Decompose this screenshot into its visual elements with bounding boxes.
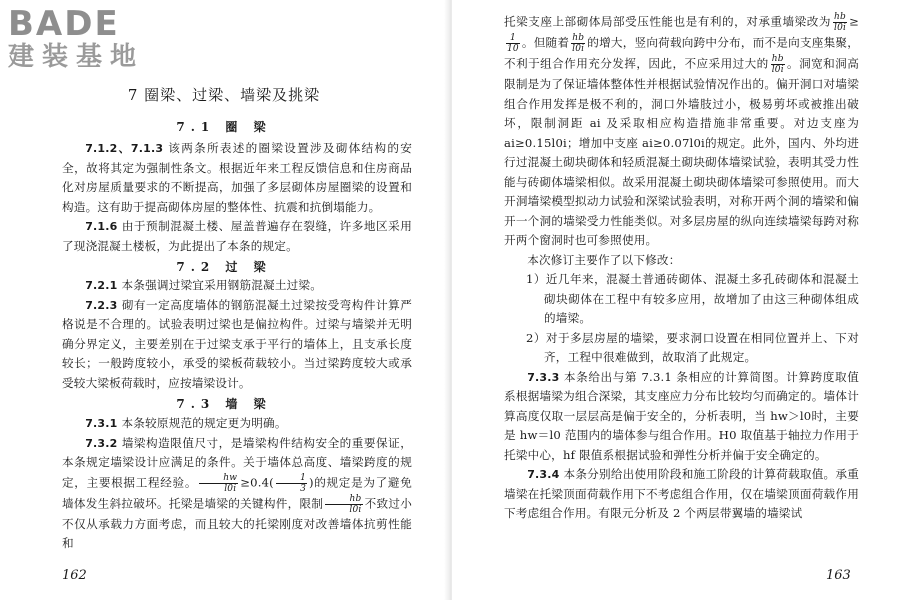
- logo-chinese-text: 建装基地: [8, 42, 145, 72]
- clause-number: 7.1.2、7.1.3: [85, 142, 164, 155]
- clause-text: 由于预制混凝土楼、屋盖普遍存在裂缝，许多地区采用了现浇混凝土楼板，为此提出了本条的规定。: [62, 219, 412, 253]
- page-number-left: 162: [62, 568, 87, 583]
- clause-text: 该两条所表述的圈梁设置涉及砌体结构的安全，故将其定为强制性条文。根据近年来工程反馈信息和住房商品化对房屋质量要求的不断提高，加强了多层砌体房屋圈梁的设置和构造。这有助于提高砌体房屋的整体性、抗震和抗倒塌能力。: [62, 141, 412, 214]
- revision-item-2: 2）对于多层房屋的墙梁，要求洞口设置在相同位置并上、下对齐，工程中很难做到，故取消了此规定。: [526, 330, 859, 364]
- fraction-numerator: 1: [276, 473, 307, 484]
- clause-text: 本条强调过梁宜采用钢筋混凝土过梁。: [121, 278, 323, 292]
- clause-number: 7.3.2: [85, 436, 118, 450]
- page-number-right: 163: [826, 568, 851, 583]
- fraction-numerator: hb: [572, 33, 585, 43]
- chapter-title: 7 圈梁、过梁、墙梁及挑梁: [127, 86, 321, 104]
- section-heading-7-3: 7.3 墙 梁: [176, 397, 272, 411]
- clause-text: 墙梁构造限值尺寸，是墙梁构件结构安全的重要保证，本条规定墙梁设计应满足的条件。关于墙体总高度、墙梁跨度的规定，主要根据工程经验。: [62, 435, 412, 489]
- fraction-denominator: 10: [507, 44, 519, 54]
- clause-text: 不致过小不仅从承载力方面考虑，而且较大的托梁刚度对改善墙体抗剪性能和: [62, 496, 412, 550]
- clause-number: 7.1.6: [85, 220, 118, 233]
- fraction-denominator: l0i: [572, 44, 585, 54]
- revision-item-1: 1）近几年来，混凝土普通砖砌体、混凝土多孔砖砌体和混凝土砌块砌体在工程中有较多应用，故增加了由这三种砌体组成的墙梁。: [526, 272, 859, 325]
- fraction-denominator: 3: [300, 483, 307, 494]
- section-7-3-body: [62, 414, 412, 554]
- section-7-2-body: [62, 276, 412, 393]
- clause-text: 的规定是为了避免墙体发生斜拉破坏。托梁是墙梁的关键构件，限制: [62, 475, 413, 510]
- fraction-one-tenth: [506, 33, 520, 54]
- clause-7-1-6: [62, 217, 412, 256]
- revision-intro: 本次修订主要作了以下修改：: [527, 252, 681, 267]
- fraction-numerator: hw: [199, 473, 238, 484]
- section-7-1-body: [62, 139, 412, 256]
- fraction-denominator: l0i: [771, 65, 784, 75]
- fraction-denominator: l0i: [349, 504, 362, 515]
- clause-7-3-2: 7.3.2 墙梁构造限值尺寸，是墙梁构件结构安全的重要保证，本条规定墙梁设计应满足的条件。关于墙体总高度、墙梁跨度的规定，主要根据工程经验。 $\frac{hw}{l0i}$ ≥0.4( $\frac{1}{3}$ )的规定是为了避免墙体发生斜拉破坏。托梁是墙梁的关键构件，限制 $\frac{hb}{l0i}$ 不致过小不仅从承载力方面考虑，而且较大的托梁刚度对改善墙体抗剪性能和: [62, 435, 413, 550]
- fraction-hb-over-l0i: [833, 12, 847, 33]
- clause-7-3-3: [504, 368, 859, 466]
- paragraph-text: 。洞宽和洞高限制是为了保证墙体整体性并根据试验情况作出的。偏开洞口对墙梁组合作用发挥是极不利的，洞口外墙肢过小，极易剪坏或被推出破坏，限制洞距 ai 及采取相应构造措施非常重要。对边支座为 ai≥0.15l0i；增加中支座 ai≥0.07l0i的规定。此外，国内、外均进行过混凝土砌块砌体和轻质混凝土砌块砌体墙梁试验，表明其受力性能与砖砌体墙梁相似。故采用混凝土砌块砌体墙梁可参照使用。而大开洞墙梁模型拟动力试验和深梁试验表明，对称开两个洞的墙梁和偏开一个洞的墙梁受力性能类似。对多层房屋的纵向连续墙梁每跨对称开两个窗洞时也可参照使用。: [504, 56, 860, 247]
- clause-number: 7.3.1: [85, 417, 118, 430]
- fraction-numerator: 1: [506, 33, 520, 44]
- clause-7-1-2: [62, 139, 412, 217]
- fraction-numerator: hb: [771, 54, 784, 64]
- clause-number: 7.3.4: [527, 468, 560, 481]
- fraction-hw-over-l0i: [199, 473, 238, 494]
- continued-paragraph: [504, 12, 859, 251]
- right-page: [452, 0, 900, 600]
- clause-number: 7.3.3: [527, 370, 560, 384]
- clause-text: 本条较原规范的规定更为明确。: [121, 416, 287, 430]
- clause-text: ≥0.4: [240, 475, 270, 489]
- clause-7-3-4: [504, 465, 859, 524]
- section-heading-7-1: 7.1 圈 梁: [176, 120, 272, 134]
- fraction-numerator: hb: [325, 494, 362, 505]
- clause-text: 砌有一定高度墙体的钢筋混凝土过梁按受弯构件计算严格说是不合理的。试验表明过梁也是偏拉构件。过梁与墙梁并无明确分界定义，主要差别在于过梁支承于平行的墙体上，且支承长度较长；一般跨度较小，承受的梁板荷载较小。当过梁跨度较大或承受较大梁板荷载时，应按墙梁设计。: [62, 297, 412, 390]
- clause-7-2-3: [62, 296, 412, 394]
- clause-number: 7.2.1: [85, 279, 118, 292]
- paragraph-text: 的增大，竖向荷载向跨中分布，而不是向支座集聚，不利于组合作用充分发挥，因此，不应采用过大的: [504, 35, 859, 71]
- paragraph-text: ≥: [849, 14, 859, 29]
- clause-text: 本条分别给出使用阶段和施工阶段的计算荷载取值。承重墙梁在托梁顶面荷载作用下不考虑组合作用，仅在墙梁顶面荷载作用下考虑组合作用。有限元分析及 2 个两层带翼墙的墙梁试: [504, 467, 859, 520]
- bade-logo: [8, 6, 178, 72]
- left-page: [0, 0, 448, 600]
- right-page-body: [504, 12, 859, 524]
- section-heading-7-2: 7.2 过 梁: [176, 260, 272, 274]
- fraction-hb-over-l0i: [325, 494, 362, 515]
- fraction-hb-over-l0i: [571, 33, 585, 54]
- clause-7-3-1: [62, 414, 412, 434]
- fraction-one-third: [276, 473, 307, 494]
- clause-number: 7.2.3: [85, 298, 118, 312]
- clause-text: 本条给出与第 7.3.1 条相应的计算简图。计算跨度取值系根据墙梁为组合深梁，其支座应力分布比较均匀而确定的。墙体计算高度仅取一层层高是偏于安全的，分析表明，当 hw＞l0时，主要是 hw＝l0 范围内的墙体参与组合作用。H0 取值基于轴拉力作用于托梁中心，hf 限值系根据试验和弹性分析并偏于安全确定的。: [504, 369, 859, 462]
- clause-7-2-1: [62, 276, 412, 296]
- fraction-numerator: hb: [834, 12, 847, 22]
- fraction-denominator: l0i: [224, 483, 237, 494]
- paragraph-text: 。但随着: [521, 35, 570, 50]
- fraction-denominator: l0i: [833, 23, 847, 33]
- logo-latin-text: BADE: [8, 4, 120, 44]
- fraction-hb-over-l0i: [771, 54, 785, 75]
- paragraph-text: 托梁支座上部砌体局部受压性能也是有利的，对承重墙梁改为: [504, 14, 831, 29]
